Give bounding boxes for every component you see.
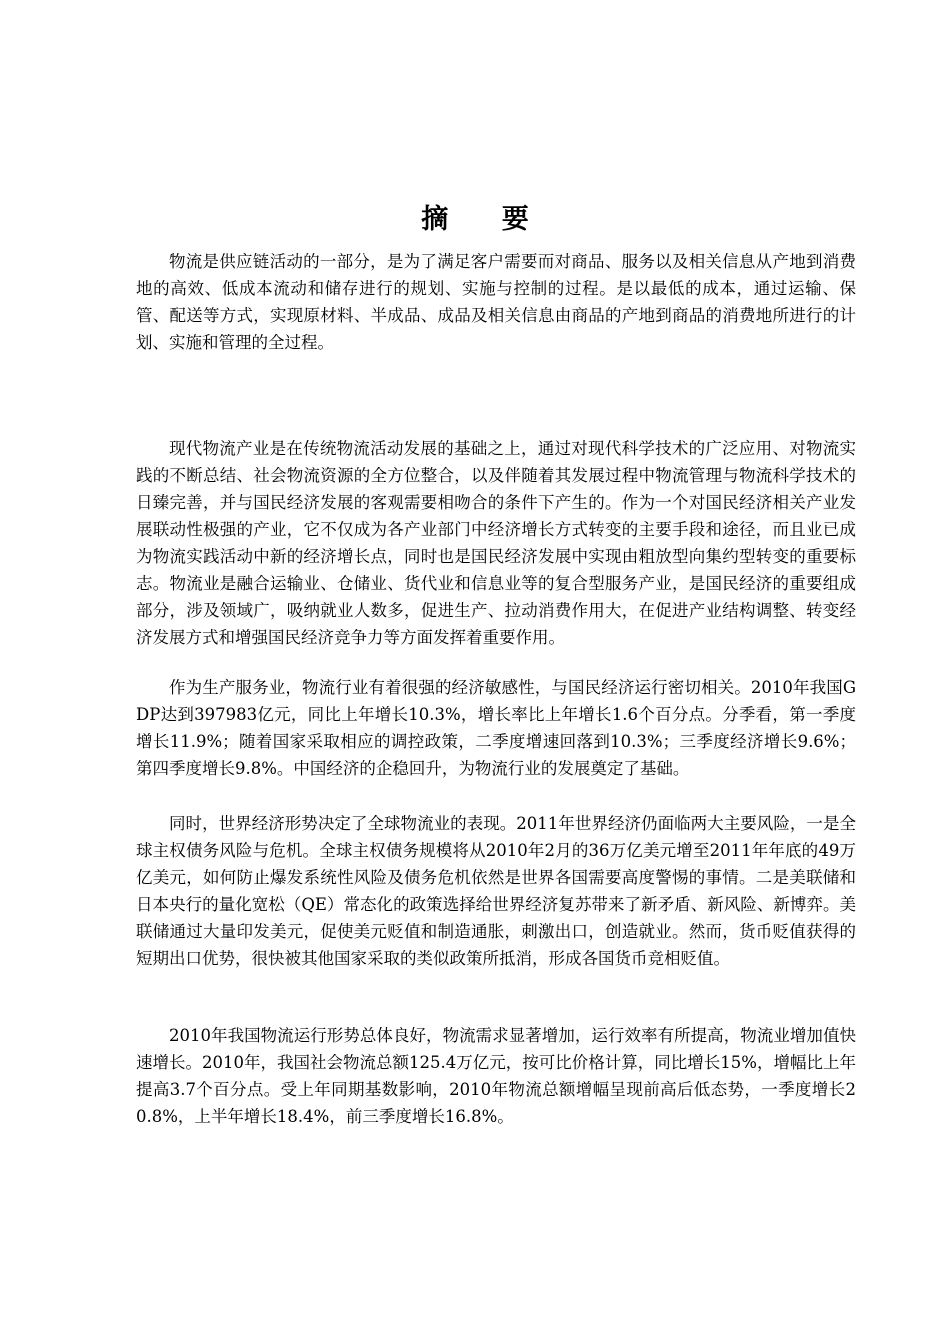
paragraph-economy-2010: 作为生产服务业，物流行业有着很强的经济敏感性，与国民经济运行密切相关。2010年我国GDP达到397983亿元，同比上年增长10.3%，增长率比上年增长1.6个百分点。分季看，第一季度增长11.9%；随着国家采取相应的调控政策，二季度增速回落到10.3%；三季度经济增长9.6%；第四季度增长9.8%。中国经济的企稳回升，为物流行业的发展奠定了基础。 <box>136 678 856 778</box>
page-title: 摘 要 <box>421 204 551 236</box>
paragraph-modern-logistics: 现代物流产业是在传统物流活动发展的基础之上，通过对现代科学技术的广泛应用、对物流实践的不断总结、社会物流资源的全方位整合，以及伴随着其发展过程中物流管理与物流科学技术的日臻完善，并与国民经济发展的客观需要相吻合的条件下产生的。作为一个对国民经济相关产业发展联动性极强的产业，它不仅成为各产业部门中经济增长方式转变的主要手段和途径，而且业已成为物流实践活动中新的经济增长点，同时也是国民经济发展中实现由粗放型向集约型转变的重要标志。物流业是融合运输业、仓储业、货代业和信息业等的复合型服务产业，是国民经济的重要组成部分，涉及领域广，吸纳就业人数多，促进生产、拉动消费作用大，在促进产业结构调整、转变经济发展方式和增强国民经济竞争力等方面发挥着重要作用。 <box>136 439 856 647</box>
paragraph-logistics-2010: 2010年我国物流运行形势总体良好，物流需求显著增加，运行效率有所提高，物流业增加值快速增长。2010年，我国社会物流总额125.4万亿元，按可比价格计算，同比增长15%，增幅比上年提高3.7个百分点。受上年同期基数影响，2010年物流总额增幅呈现前高后低态势，一季度增长20.8%，上半年增长18.4%，前三季度增长16.8%。 <box>136 1026 856 1126</box>
paragraph-world-economy: 同时，世界经济形势决定了全球物流业的表现。2011年世界经济仍面临两大主要风险，一是全球主权债务风险与危机。全球主权债务规模将从2010年2月的36万亿美元增至2011年年底的49万亿美元，如何防止爆发系统性风险及债务危机依然是世界各国需要高度警惕的事情。二是美联储和日本央行的量化宽松（QE）常态化的政策选择给世界经济复苏带来了新矛盾、新风险、新博弈。美联储通过大量印发美元，促使美元贬值和制造通胀，刺激出口，创造就业。然而，货币贬值获得的短期出口优势，很快被其他国家采取的类似政策所抵消，形成各国货币竞相贬值。 <box>136 814 856 968</box>
paragraph-logistics-definition: 物流是供应链活动的一部分，是为了满足客户需要而对商品、服务以及相关信息从产地到消费地的高效、低成本流动和储存进行的规划、实施与控制的过程。是以最低的成本，通过运输、保管、配送等方式，实现原材料、半成品、成品及相关信息由商品的产地到商品的消费地所进行的计划、实施和管理的全过程。 <box>136 252 856 352</box>
